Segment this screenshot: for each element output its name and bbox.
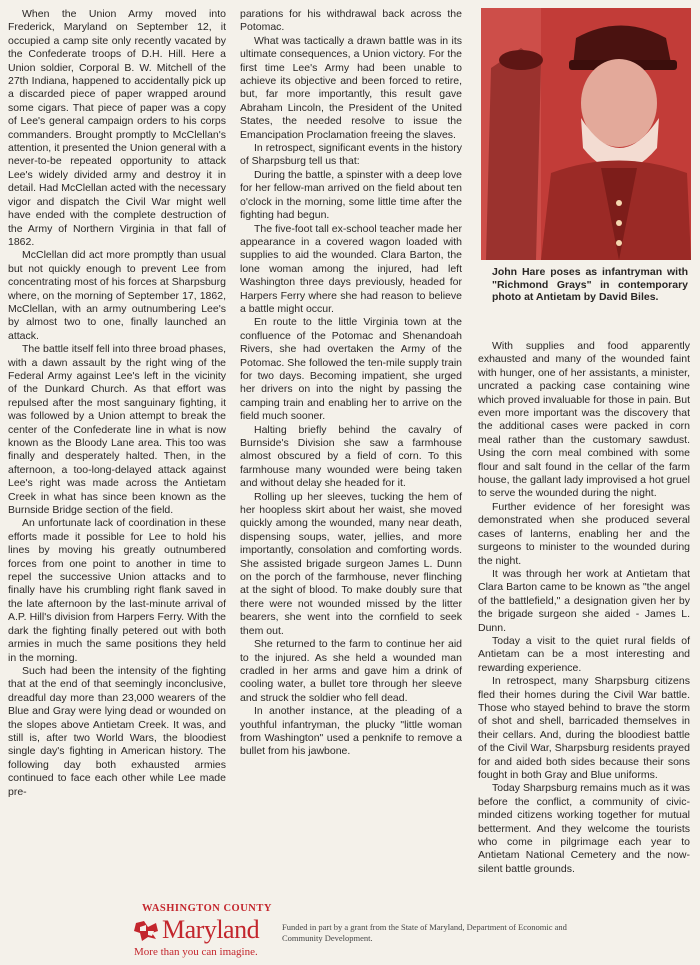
paragraph: En route to the little Virginia town at the confluence of the Potomac and Shenandoah Rivers, she had overtaken the Army of the Potomac. She followed the ten-mile supply train for two days. Becoming impatient, she urged her drivers on into the night by passing the camping train and enabling her to arrive on the field much sooner. [240,316,462,423]
reenactor-photo [481,8,691,260]
paragraph: During the battle, a spinster with a deep love for her fellow-man arrived on the field about ten o'clock in the morning, some little time after the fighting had begun. [240,168,462,222]
paragraph: With supplies and food apparently exhausted and many of the wounded faint with hunger, one of her assistants, a minister, uncrated a packing case containing wine which proved invaluable for those in pain. But even more important was the discovery that the additional cases were packed in corn meal rather than the customary sawdust. Using the corn meal combined with some flour and salt found in the cellar of the farm house, the gallant lady improvised a hot gruel to serve the wounded during the night. [478,340,690,500]
paragraph: In retrospect, many Sharpsburg citizens fled their homes during the Civil War battle. Those who stayed behind to brave the storm of shot and shell, barricaded themselves in their cellars. And, during the bloodiest battle of the Civil War, Sharpsburg residents prayed for and aided both sides because their sons fought in both Gray and Blue uniforms. [478,675,690,781]
paragraph: Further evidence of her foresight was demonstrated when she produced several cases of lanterns, enabling her and the surgeons to minister to the wounded during the night. [478,500,690,567]
maryland-logo [134,903,274,961]
funding-note: Funded in part by a grant from the State of Maryland, Department of Economic and Community Development. [282,922,567,943]
paragraph: What was tactically a drawn battle was in its ultimate consequences, a Union victory. For the first time Lee's Army had been unable to achieve its objective and been forced to retire, but, far more importantly, this result gave Abraham Lincoln, the President of the United States, the needed resolve to issue the Emancipation Proclamation freeing the slaves. [240,34,462,141]
text-column-1 [8,8,226,799]
text-column-3 [478,340,690,876]
maryland-flag-icon [134,919,160,943]
paragraph: Today Sharpsburg remains much as it was before the conflict, a community of civic-minded citizens working together for mutual betterment. And they welcome the tourists who come in pilgrimage each year to Antietam National Cemetery and the now-silent battle grounds. [478,782,690,875]
state-tagline: More than you can imagine. [134,946,258,958]
paragraph: In another instance, at the pleading of a youthful infantryman, the plucky "little woman from Washington" used a penknife to remove a bullet from his jawbone. [240,705,462,758]
paragraph: Today a visit to the quiet rural fields of Antietam can be a most interesting and rewarding experience. [478,634,690,674]
paragraph: In retrospect, significant events in the history of Sharpsburg tell us that: [240,142,462,168]
soldier-figure-icon [481,8,691,260]
paragraph: When the Union Army moved into Frederick, Maryland on September 12, it occupied a camp site only recently vacated by the Confederate troops of D.H. Hill. Here a Union soldier, Corporal B. W. Mitchell of the 27th Indiana, happened to accidentally pick up a discarded piece of paper wrapped around some cigars. That piece of paper was a copy of Lee's general campaign orders to his corps commanders. Brought promptly to McClellan's attention, it presented the Union general with a never-to-be repeated opportunity to attack Lee's widely divided army and destroy it in detail. Had McClellan acted with the necessary vigor and dispatch the Civil War might well have ended with the complete destruction of the Army of Northern Virginia in that fall of 1862. [8,8,226,248]
paragraph: Such had been the intensity of the fighting that at the end of that seemingly inconclusive, dreadful day more than 23,000 wearers of the Blue and Gray were lying dead or wounded on the slopes above Antietam Creek. It was, and still is, after two World Wars, the bloodiest single day's fighting in American history. The following day both exhausted armies continued to face each other while Lee made pre- [8,664,226,798]
state-name: Maryland [162,915,260,944]
paragraph: Rolling up her sleeves, tucking the hem of her hoopless skirt about her waist, she moved quickly among the wounded, many near death, dispensing soups, water, jellies, and more importantly, consolation and comforting words. She assisted brigade surgeon James L. Dunn on the porch of the farmhouse, never flinching at the sight of blood. To make doubly sure that there were not wounded missed by the litter bearers, she went into the cornfield to seek them out. [240,490,462,637]
county-name: WASHINGTON COUNTY [142,903,272,914]
text-column-2 [240,8,462,759]
paragraph: Halting briefly behind the cavalry of Burnside's Division she saw a farmhouse almost obscured by a field of corn. To this farmhouse many wounded were being taken and without delay she headed for it. [240,423,462,490]
paragraph: The five-foot tall ex-school teacher made her appearance in a covered wagon loaded with supplies to aid the wounded. Clara Barton, the lone woman among the injured, had left Washington three days previously, headed for Harpers Ferry where she had reason to believe a battle might occur. [240,222,462,315]
paragraph: The battle itself fell into three broad phases, with a dawn assault by the right wing of the Federal Army against Lee's left in the vicinity of the Dunkard Church. As that effort was repulsed after the most sanguinary fighting, it was followed by a Union attempt to break the center of the Confederate line in what is now known as the Bloody Lane area. This too was finally and desperately halted. Then, in the afternoon, a too-long-delayed attack against Lee's right was made across the Antietam Creek in what has since been known as the Burnside Bridge section of the field. [8,343,226,517]
photo-caption: John Hare poses as infantryman with "Richmond Grays" in contemporary photo at Antietam by David Biles. [492,266,688,303]
paragraph: McClellan did act more promptly than usual but not quickly enough to prevent Lee from concentrating most of his forces at Sharpsburg where, on the morning of September 17, 1862, McClellan, with an army outnumbering Lee's by almost two to one, finally launched an attack. [8,249,226,342]
paragraph: It was through her work at Antietam that Clara Barton came to be known as "the angel of the battlefield," a designation given her by the brigade surgeon she aided - James L. Dunn. [478,567,690,634]
paragraph: An unfortunate lack of coordination in these efforts made it possible for Lee to hold his lines by moving his greatly outnumbered forces from one point to another in time to repel the successive Union attacks and to finally have his crumbling right flank saved in the late afternoon by the last-minute arrival of A.P. Hill's division from Harpers Ferry. With the dark the fighting finally petered out with both armies in much the same positions they held in the morning. [8,517,226,664]
paragraph: She returned to the farm to continue her aid to the injured. As she held a wounded man cradled in her arms and gave him a drink of cooling water, a bullet tore through her sleeve and struck the soldier who fell dead. [240,638,462,704]
paragraph: parations for his withdrawal back across the Potomac. [240,8,462,34]
